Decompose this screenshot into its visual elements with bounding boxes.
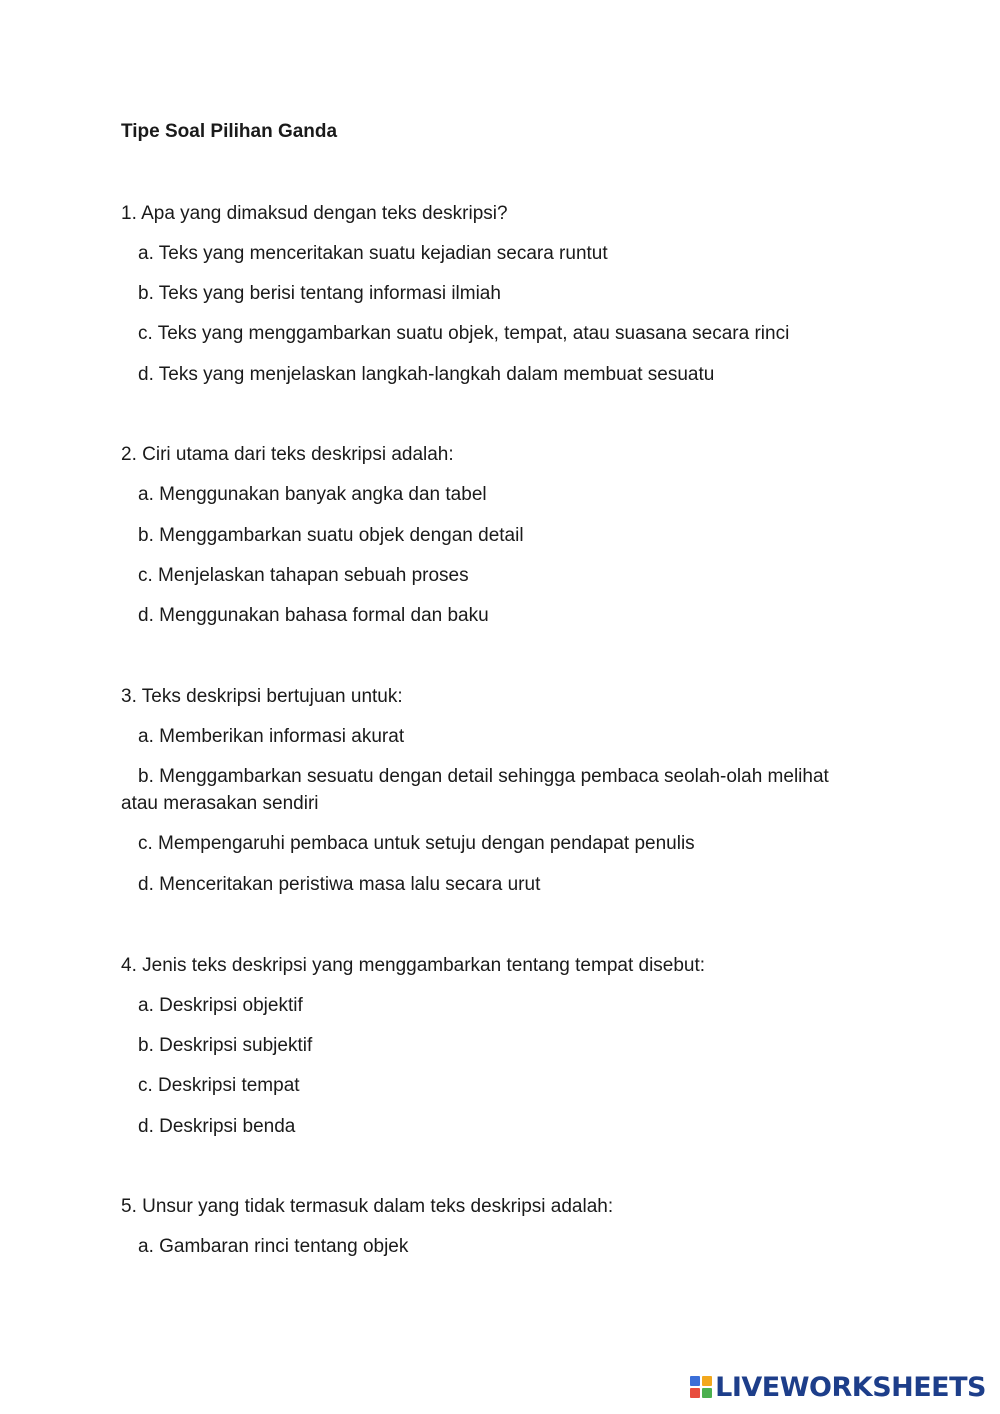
question-4-option-d[interactable]: d. Deskripsi benda: [138, 1116, 296, 1137]
question-1: 1. Apa yang dimaksud dengan teks deskripsi?: [121, 203, 508, 224]
question-3-option-d[interactable]: d. Menceritakan peristiwa masa lalu secara urut: [138, 874, 541, 895]
logo-tile-orange: [702, 1376, 712, 1386]
question-3-option-c[interactable]: c. Mempengaruhi pembaca untuk setuju dengan pendapat penulis: [138, 833, 695, 854]
question-4-option-a[interactable]: a. Deskripsi objektif: [138, 995, 303, 1016]
question-4-option-b[interactable]: b. Deskripsi subjektif: [138, 1035, 313, 1056]
question-5: 5. Unsur yang tidak termasuk dalam teks deskripsi adalah:: [121, 1196, 614, 1217]
question-3-option-b-continuation[interactable]: atau merasakan sendiri: [121, 793, 319, 814]
question-1-option-c[interactable]: c. Teks yang menggambarkan suatu objek, tempat, atau suasana secara rinci: [138, 323, 790, 344]
question-5-option-a[interactable]: a. Gambaran rinci tentang objek: [138, 1236, 409, 1257]
question-1-option-a[interactable]: a. Teks yang menceritakan suatu kejadian secara runtut: [138, 243, 608, 264]
question-3-option-a[interactable]: a. Memberikan informasi akurat: [138, 726, 405, 747]
liveworksheets-logo[interactable]: [690, 1372, 986, 1402]
question-4-option-c[interactable]: c. Deskripsi tempat: [138, 1075, 300, 1096]
question-2-option-a[interactable]: a. Menggunakan banyak angka dan tabel: [138, 484, 487, 505]
question-2-option-c[interactable]: c. Menjelaskan tahapan sebuah proses: [138, 565, 469, 586]
logo-tiles-icon: [690, 1376, 712, 1398]
logo-tile-red: [690, 1388, 700, 1398]
page-title: Tipe Soal Pilihan Ganda: [121, 121, 338, 142]
question-2: 2. Ciri utama dari teks deskripsi adalah:: [121, 444, 454, 465]
question-3: 3. Teks deskripsi bertujuan untuk:: [121, 686, 403, 707]
question-4: 4. Jenis teks deskripsi yang menggambarkan tentang tempat disebut:: [121, 955, 706, 976]
question-2-option-d[interactable]: d. Menggunakan bahasa formal dan baku: [138, 605, 489, 626]
logo-tile-blue: [690, 1376, 700, 1386]
question-1-option-d[interactable]: d. Teks yang menjelaskan langkah-langkah dalam membuat sesuatu: [138, 364, 715, 385]
logo-text: LIVEWORKSHEETS: [715, 1371, 986, 1403]
logo-tile-green: [702, 1388, 712, 1398]
question-3-option-b[interactable]: b. Menggambarkan sesuatu dengan detail sehingga pembaca seolah-olah melihat: [138, 766, 829, 787]
question-2-option-b[interactable]: b. Menggambarkan suatu objek dengan detail: [138, 525, 524, 546]
question-1-option-b[interactable]: b. Teks yang berisi tentang informasi ilmiah: [138, 283, 501, 304]
